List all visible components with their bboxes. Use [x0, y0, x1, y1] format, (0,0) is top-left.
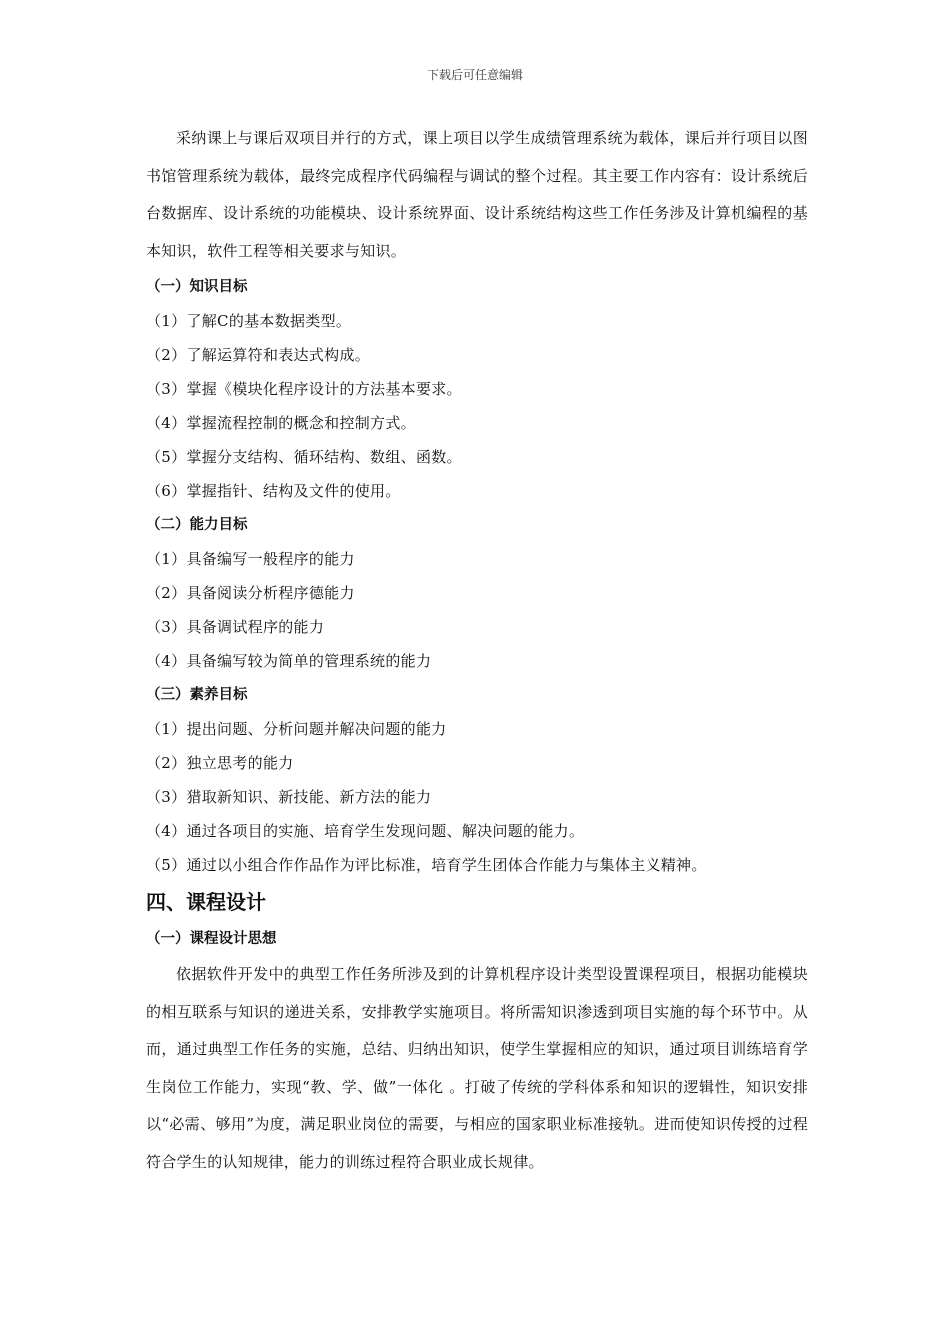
- list-item: （5）通过以小组合作作品作为评比标准，培育学生团体合作能力与集体主义精神。: [146, 856, 707, 874]
- ability-goals-heading: （二）能力目标: [146, 517, 248, 533]
- list-item: （1）提出问题、分析问题并解决问题的能力: [146, 720, 447, 738]
- knowledge-goals-heading: （一）知识目标: [146, 279, 248, 295]
- knowledge-goals: [146, 270, 808, 508]
- list-item: （4）掌握流程控制的概念和控制方式。: [146, 414, 416, 432]
- document-body: [146, 120, 808, 1181]
- list-item: （4）具备编写较为简单的管理系统的能力: [146, 652, 432, 670]
- list-item: （6）掌握指针、结构及文件的使用。: [146, 482, 401, 500]
- list-item: （2）了解运算符和表达式构成。: [146, 346, 371, 364]
- list-item: （5）掌握分支结构、循环结构、数组、函数。: [146, 448, 462, 466]
- page-header: 下载后可任意编辑: [426, 68, 523, 82]
- design-idea-heading: （一）课程设计思想: [146, 931, 277, 947]
- intro-paragraph: 采纳课上与课后双项目并行的方式，课上项目以学生成绩管理系统为载体，课后并行项目以图书馆管理系统为载体，最终完成程序代码编程与调试的整个过程。其主要工作内容有：设计系统后台数据库、设计系统的功能模块、设计系统界面、设计系统结构这些工作任务涉及计算机编程的基本知识，软件工程等相关要求与知识。: [146, 129, 808, 260]
- section-title: 四、课程设计: [146, 890, 266, 914]
- list-item: （2）独立思考的能力: [146, 754, 294, 772]
- quality-goals: [146, 678, 808, 882]
- course-design-section: [146, 882, 808, 1181]
- list-item: （2）具备阅读分析程序德能力: [146, 584, 355, 602]
- design-idea-paragraph: 依据软件开发中的典型工作任务所涉及到的计算机程序设计类型设置课程项目，根据功能模块的相互联系与知识的递进关系，安排教学实施项目。将所需知识渗透到项目实施的每个环节中。从而，通过典型工作任务的实施，总结、归纳出知识，使学生掌握相应的知识，通过项目训练培育学生岗位工作能力，实现“教、学、做”一体化 。打破了传统的学科体系和知识的逻辑性，知识安排以“必需、够用”为度，满足职业岗位的需要，与相应的国家职业标准接轨。进而使知识传授的过程符合学生的认知规律，能力的训练过程符合职业成长规律。: [146, 965, 808, 1171]
- list-item: （3）掌握《模块化程序设计的方法基本要求。: [146, 380, 462, 398]
- list-item: （1）了解C的基本数据类型。: [146, 312, 352, 330]
- list-item: （3）猎取新知识、新技能、新方法的能力: [146, 788, 432, 806]
- list-item: （4）通过各项目的实施、培育学生发现问题、解决问题的能力。: [146, 822, 585, 840]
- list-item: （1）具备编写一般程序的能力: [146, 550, 355, 568]
- list-item: （3）具备调试程序的能力: [146, 618, 325, 636]
- quality-goals-heading: （三）素养目标: [146, 687, 248, 703]
- ability-goals: [146, 508, 808, 678]
